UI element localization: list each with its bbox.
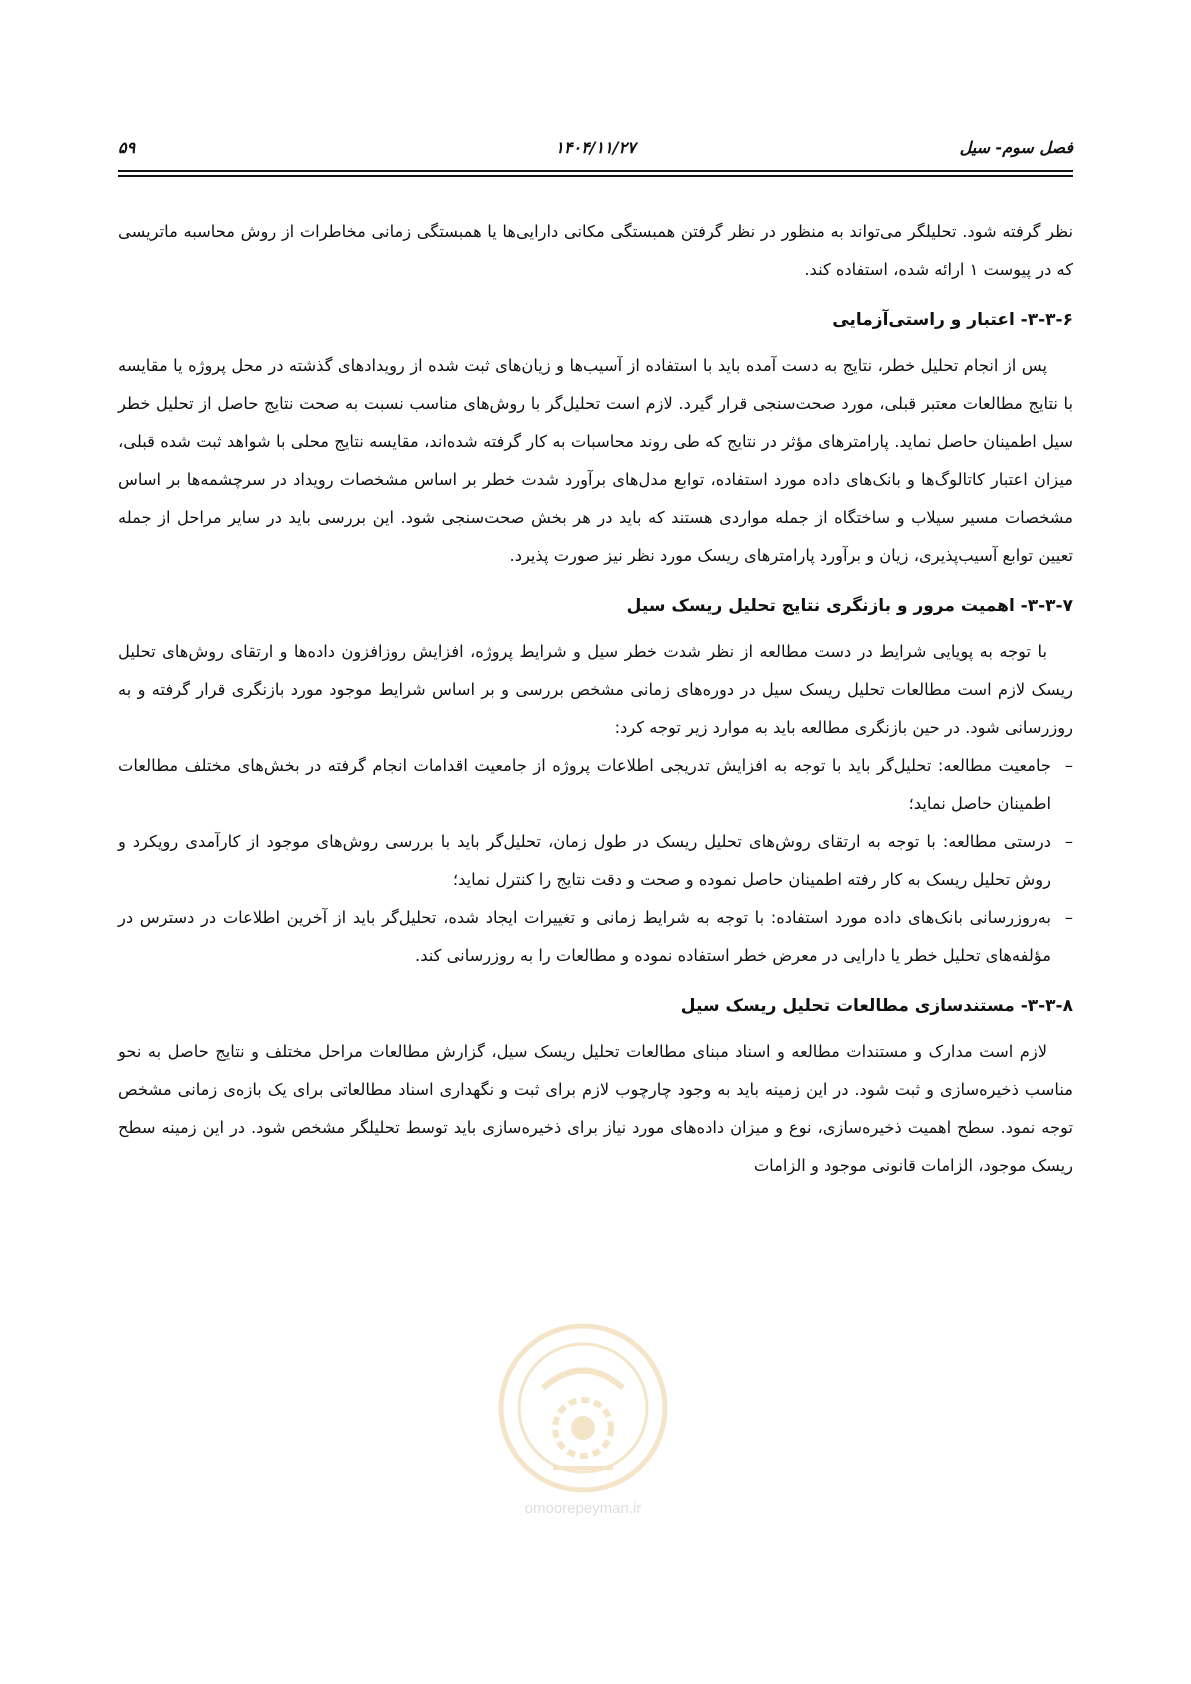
section-8-paragraph: لازم است مدارک و مستندات مطالعه و اسناد مبنای مطالعات تحلیل ریسک سیل، گزارش مطالعات مراحل مختلف و نتایج حاصل به نحو مناسب ذخیره‌سازی و ثبت شود. در این زمینه باید به وجود چارچوب لازم برای ثبت و نگهداری اسناد مطالعاتی برای یک بازه‌ی زمانی مشخص توجه نمود. سطح اهمیت ذخیره‌سازی، نوع و میزان داده‌های مورد نیاز برای ذخیره‌سازی باید توسط تحلیلگر مشخص شود. در این زمینه سطح ریسک موجود، الزامات قانونی موجود و الزامات: [118, 1042, 1073, 1175]
section-heading-6: ۳-۳-۶- اعتبار و راستی‌آزمایی: [832, 310, 1073, 330]
list-item: [118, 899, 1073, 975]
list-item-text: درستی مطالعه: با توجه به ارتقای روش‌های تحلیل ریسک در طول زمان، تحلیل‌گر باید با بررسی روش‌های موجود از کارآمدی رویکرد و روش تحلیل ریسک به کار رفته اطمینان حاصل نموده و صحت و دقت نتایج را کنترل نماید؛: [118, 832, 1051, 889]
watermark-logo: [488, 1318, 678, 1518]
watermark-seal-icon: [488, 1318, 678, 1498]
section-heading-8: ۳-۳-۸- مستندسازی مطالعات تحلیل ریسک سیل: [680, 996, 1073, 1016]
list-dash: –: [1064, 832, 1073, 851]
paragraph-continuation: نظر گرفته شود. تحلیلگر می‌تواند به منظور در نظر گرفتن همبستگی مکانی دارایی‌ها یا همبستگی زمانی مخاطرات از روش محاسبه ماتریسی که در پیوست ۱ ارائه شده، استفاده کند.: [118, 222, 1073, 279]
review-items-list: [118, 747, 1073, 975]
list-item-text: جامعیت مطالعه: تحلیل‌گر باید با توجه به افزایش تدریجی اطلاعات پروژه از جامعیت اقدامات انجام گرفته در بخش‌های مختلف مطالعات اطمینان حاصل نماید؛: [118, 756, 1051, 813]
header-rule-top: [118, 170, 1073, 172]
section-6-paragraph: پس از انجام تحلیل خطر، نتایج به دست آمده باید با استفاده از آسیب‌ها و زیان‌های ثبت شده از رویدادهای گذشته در محل پروژه یا مقایسه با نتایج مطالعات معتبر قبلی، مورد صحت‌سنجی قرار گیرد. لازم است تحلیل‌گر با روش‌های مناسب نسبت به صحت نتایج حاصل از تحلیل خطر سیل اطمینان حاصل نماید. پارامترهای مؤثر در نتایج که طی روند محاسبات به کار گرفته شده‌اند، مقایسه نتایج محلی با شواهد ثبت شده قبلی، میزان اعتبار کاتالوگ‌ها و بانک‌های داده مورد استفاده، توابع مدل‌های برآورد شدت خطر بر اساس مشخصات رویداد در سرچشمه‌ها بر اساس مشخصات مسیر سیلاب و ساختگاه از جمله مواردی هستند که باید در هر بخش صحت‌سنجی شود. این بررسی باید در سایر مراحل از جمله تعیین توابع آسیب‌پذیری، زیان و برآورد پارامترهای ریسک مورد نظر نیز صورت پذیرد.: [118, 356, 1073, 565]
list-dash: –: [1064, 756, 1073, 775]
list-item-text: به‌روزرسانی بانک‌های داده مورد استفاده: با توجه به شرایط زمانی و تغییرات ایجاد شده، تحلیل‌گر باید از آخرین اطلاعات در دسترس در مؤلفه‌های تحلیل خطر یا دارایی در معرض خطر استفاده نموده و مطالعات را به روزرسانی کند.: [118, 908, 1051, 965]
chapter-title: فصل سوم- سیل: [959, 138, 1073, 157]
watermark-url: omoorepeyman.ir: [524, 1500, 642, 1517]
list-item: [118, 747, 1073, 823]
list-dash: –: [1064, 908, 1073, 927]
page-header: [118, 138, 1073, 168]
document-body: [118, 213, 1073, 1185]
section-heading-7: ۳-۳-۷- اهمیت مرور و بازنگری نتایج تحلیل ریسک سیل: [626, 596, 1073, 616]
header-rule-bottom: [118, 175, 1073, 177]
list-item: [118, 823, 1073, 899]
section-7-paragraph: با توجه به پویایی شرایط در دست مطالعه از نظر شدت خطر سیل و شرایط پروژه، افزایش روزافزون داده‌ها و ارتقای روش‌های تحلیل ریسک لازم است مطالعات تحلیل ریسک سیل در دوره‌های زمانی مشخص بررسی و بر اساس شرایط موجود مورد بازنگری قرار گرفته و به روزرسانی شود. در حین بازنگری مطالعه باید به موارد زیر توجه کرد:: [118, 642, 1073, 737]
header-date: ۱۴۰۴/۱۱/۲۷: [555, 138, 636, 157]
page-number: ۵۹: [118, 138, 136, 157]
